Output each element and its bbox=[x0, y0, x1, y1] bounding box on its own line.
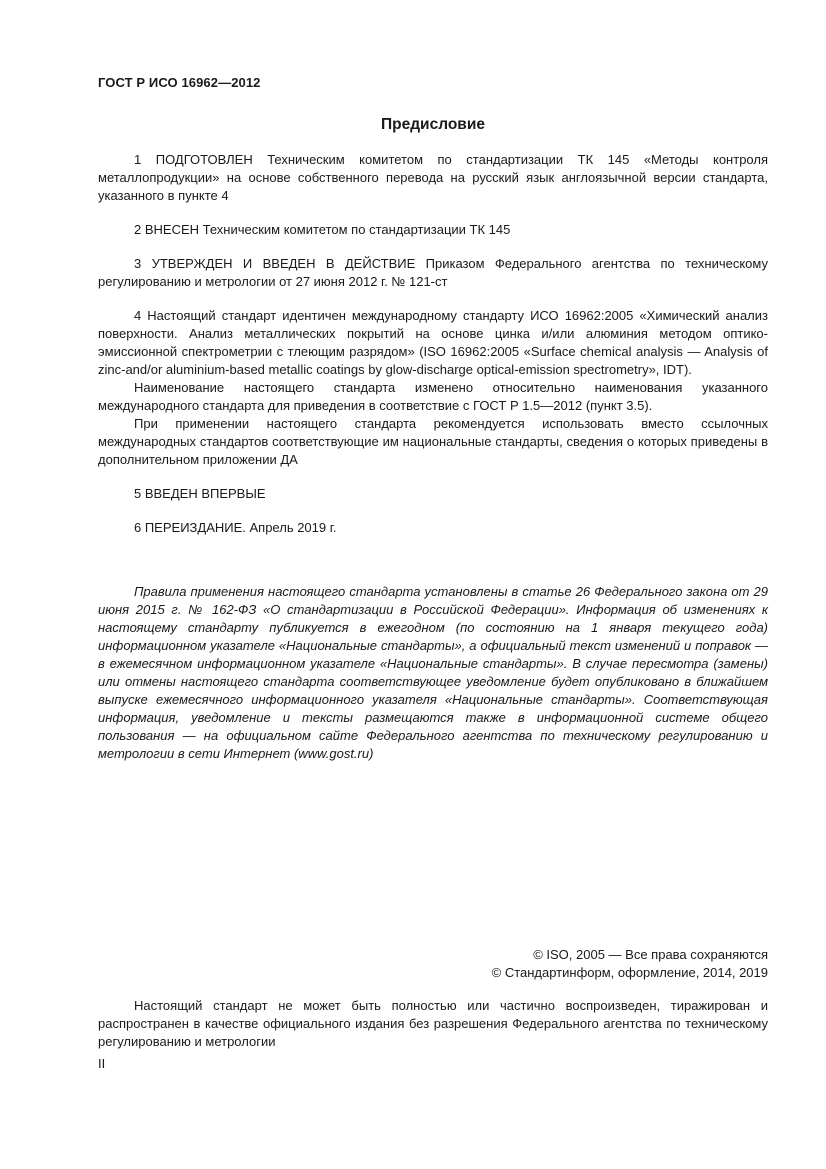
copyright-standartinform: © Стандартинформ, оформление, 2014, 2019 bbox=[491, 965, 768, 980]
rules-notice: Правила применения настоящего стандарта установлены в статье 26 Федерального закона от 29 июня 2015 г. № 162-ФЗ «О стандартизации в Российской Федерации». Информация об изменениях к настоящему стандарту публикуется в ежегодном (по состоянию на 1 января текущего года) информационном указателе «Национальные стандарты», а официальный текст изменений и поправок — в ежемесячном информационном указателе «Национальные стандарты». В случае пересмотра (замены) или отмены настоящего стандарта соответствующее уведомление будет опубликовано в ближайшем выпуске ежемесячного информационного указателя «Национальные стандарты». Соответствующая информация, уведомление и тексты размещаются также в информационной системе общего пользования — на официальном сайте Федерального агентства по техническому регулированию и метрологии в сети Интернет (www.gost.ru) bbox=[98, 584, 768, 761]
copyright-iso: © ISO, 2005 — Все права сохраняются bbox=[533, 947, 768, 962]
page-number: II bbox=[98, 1056, 106, 1071]
document-code-header: ГОСТ Р ИСО 16962—2012 bbox=[98, 75, 261, 90]
paragraph-identical-standard: 4 Настоящий стандарт идентичен международному стандарту ИСО 16962:2005 «Химический анализ поверхности. Анализ металлических покрытий на основе цинка и/или алюминия методом оптико-эмиссионной спектрометрии с тлеющим разрядом» (ISO 16962:2005 «Surface chemical analysis — Analysis of zinc-and/or aluminium-based metallic coatings by glow-discharge optical-emission spectrometry», IDT). bbox=[98, 308, 768, 377]
paragraph-prepared-by: 1 ПОДГОТОВЛЕН Техническим комитетом по стандартизации ТК 145 «Методы контроля металлопродукции» на основе собственного перевода на русский язык англоязычной версии стандарта, указанного в пункте 4 bbox=[98, 152, 768, 203]
document-page bbox=[98, 0, 768, 1169]
paragraph-name-changed: Наименование настоящего стандарта изменено относительно наименования указанного международного стандарта для приведения в соответствие с ГОСТ Р 1.5—2012 (пункт 3.5). bbox=[98, 380, 768, 413]
paragraph-approved: 3 УТВЕРЖДЕН И ВВЕДЕН В ДЕЙСТВИЕ Приказом Федерального агентства по техническому регулированию и метрологии от 27 июня 2012 г. № 121-ст bbox=[98, 256, 768, 289]
foreword-body bbox=[98, 151, 768, 537]
paragraph-introduced-by: 2 ВНЕСЕН Техническим комитетом по стандартизации ТК 145 bbox=[134, 222, 511, 237]
paragraph-first-introduced: 5 ВВЕДЕН ВПЕРВЫЕ bbox=[134, 486, 266, 501]
page-title: Предисловие bbox=[380, 116, 485, 133]
reproduction-notice: Настоящий стандарт не может быть полностью или частично воспроизведен, тиражирован и распространен в качестве официального издания без разрешения Федерального агентства по техническому регулированию и метрологии bbox=[98, 998, 768, 1049]
paragraph-reissue: 6 ПЕРЕИЗДАНИЕ. Апрель 2019 г. bbox=[134, 520, 337, 535]
copyright-block bbox=[98, 946, 768, 982]
paragraph-references-note: При применении настоящего стандарта рекомендуется использовать вместо ссылочных международных стандартов соответствующие им национальные стандарты, сведения о которых приведены в дополнительном приложении ДА bbox=[98, 416, 768, 467]
